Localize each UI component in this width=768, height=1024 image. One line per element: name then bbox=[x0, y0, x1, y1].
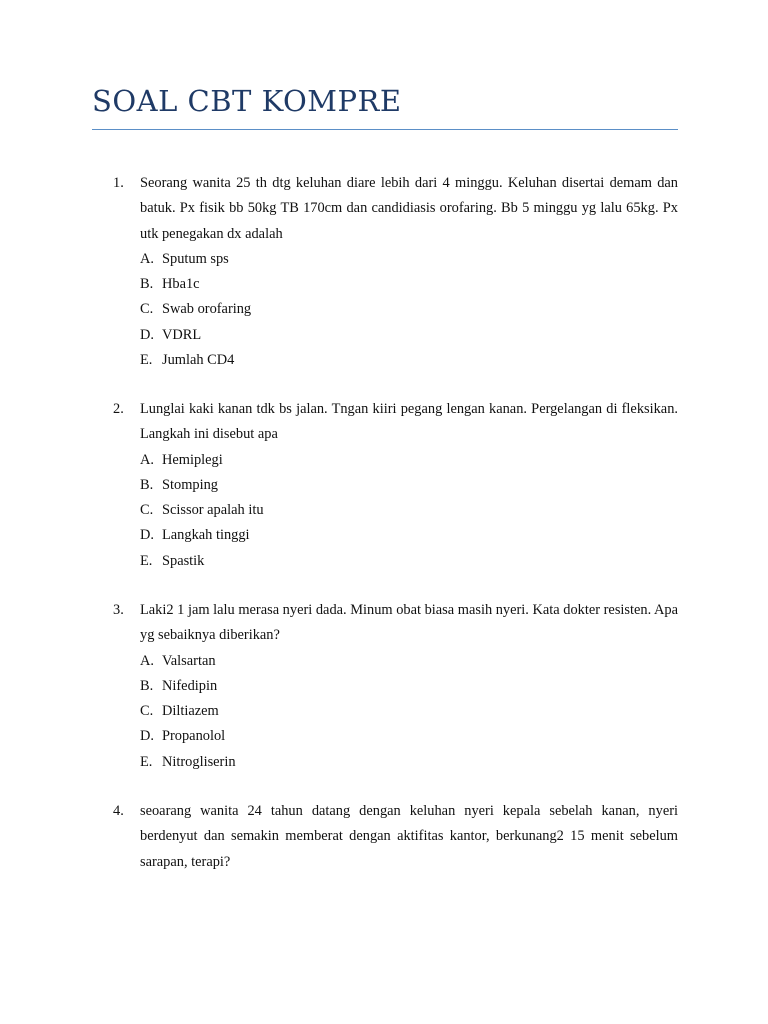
answer-option bbox=[140, 348, 678, 373]
question-4 bbox=[113, 799, 678, 875]
option-text: Propanolol bbox=[162, 728, 226, 745]
option-letter: E. bbox=[140, 753, 153, 770]
answer-option bbox=[140, 247, 678, 272]
option-text: Nifedipin bbox=[162, 677, 218, 694]
option-text: Hba1c bbox=[162, 276, 200, 293]
option-text: Hemiplegi bbox=[162, 451, 223, 468]
answer-option bbox=[140, 549, 678, 574]
option-letter: C. bbox=[140, 502, 154, 519]
option-text: VDRL bbox=[162, 326, 202, 343]
question-2 bbox=[113, 397, 678, 574]
question-number: 3. bbox=[113, 602, 124, 618]
answer-option bbox=[140, 750, 678, 775]
answer-options bbox=[113, 649, 678, 775]
option-letter: B. bbox=[140, 476, 154, 493]
option-letter: D. bbox=[140, 527, 154, 544]
option-letter: D. bbox=[140, 728, 154, 745]
answer-option bbox=[140, 699, 678, 724]
option-text: Stomping bbox=[162, 476, 218, 493]
option-letter: D. bbox=[140, 326, 154, 343]
answer-option bbox=[140, 674, 678, 699]
answer-option bbox=[140, 649, 678, 674]
question-stem-row bbox=[113, 397, 678, 448]
question-text: seoarang wanita 24 tahun datang dengan keluhan nyeri kepala sebelah kanan, nyeri berdenyut dan semakin memberat dengan aktifitas kantor, berkunang2 15 menit sebelum sarapan, terapi? bbox=[140, 803, 678, 870]
question-1 bbox=[113, 171, 678, 373]
question-3 bbox=[113, 598, 678, 775]
question-stem-row bbox=[113, 598, 678, 649]
answer-option bbox=[140, 323, 678, 348]
option-letter: E. bbox=[140, 552, 153, 569]
answer-option bbox=[140, 473, 678, 498]
option-text: Nitrogliserin bbox=[162, 753, 236, 770]
option-text: Spastik bbox=[162, 552, 205, 569]
question-stem-row bbox=[113, 799, 678, 875]
answer-option bbox=[140, 498, 678, 523]
question-number: 4. bbox=[113, 803, 124, 819]
option-text: Swab orofaring bbox=[162, 301, 252, 318]
option-letter: A. bbox=[140, 451, 154, 468]
answer-option bbox=[140, 448, 678, 473]
option-letter: E. bbox=[140, 352, 153, 369]
page-title: SOAL CBT KOMPRE bbox=[92, 84, 402, 118]
option-letter: C. bbox=[140, 703, 154, 720]
option-text: Valsartan bbox=[162, 652, 216, 669]
question-text: Seorang wanita 25 th dtg keluhan diare lebih dari 4 minggu. Keluhan disertai demam dan batuk. Px fisik bb 50kg TB 170cm dan candidiasis orofaring. Bb 5 minggu yg lalu 65kg. Px utk penegakan dx adalah bbox=[140, 175, 678, 242]
option-text: Sputum sps bbox=[162, 250, 229, 267]
question-text: Lunglai kaki kanan tdk bs jalan. Tngan kiiri pegang lengan kanan. Pergelangan di fleksikan. Langkah ini disebut apa bbox=[140, 401, 678, 443]
option-letter: A. bbox=[140, 250, 154, 267]
option-letter: B. bbox=[140, 677, 154, 694]
question-stem-row bbox=[113, 171, 678, 247]
option-letter: C. bbox=[140, 301, 154, 318]
option-text: Langkah tinggi bbox=[162, 527, 250, 544]
answer-option bbox=[140, 297, 678, 322]
option-letter: B. bbox=[140, 276, 154, 293]
answer-option bbox=[140, 523, 678, 548]
option-letter: A. bbox=[140, 652, 154, 669]
answer-option bbox=[140, 724, 678, 749]
question-text: Laki2 1 jam lalu merasa nyeri dada. Minum obat biasa masih nyeri. Kata dokter resisten. Apa yg sebaiknya diberikan? bbox=[140, 602, 678, 644]
option-text: Diltiazem bbox=[162, 703, 219, 720]
title-divider bbox=[92, 129, 678, 130]
option-text: Scissor apalah itu bbox=[162, 502, 264, 519]
answer-options bbox=[113, 448, 678, 574]
answer-option bbox=[140, 272, 678, 297]
question-number: 2. bbox=[113, 401, 124, 417]
option-text: Jumlah CD4 bbox=[162, 352, 235, 369]
question-number: 1. bbox=[113, 175, 124, 191]
answer-options bbox=[113, 247, 678, 373]
